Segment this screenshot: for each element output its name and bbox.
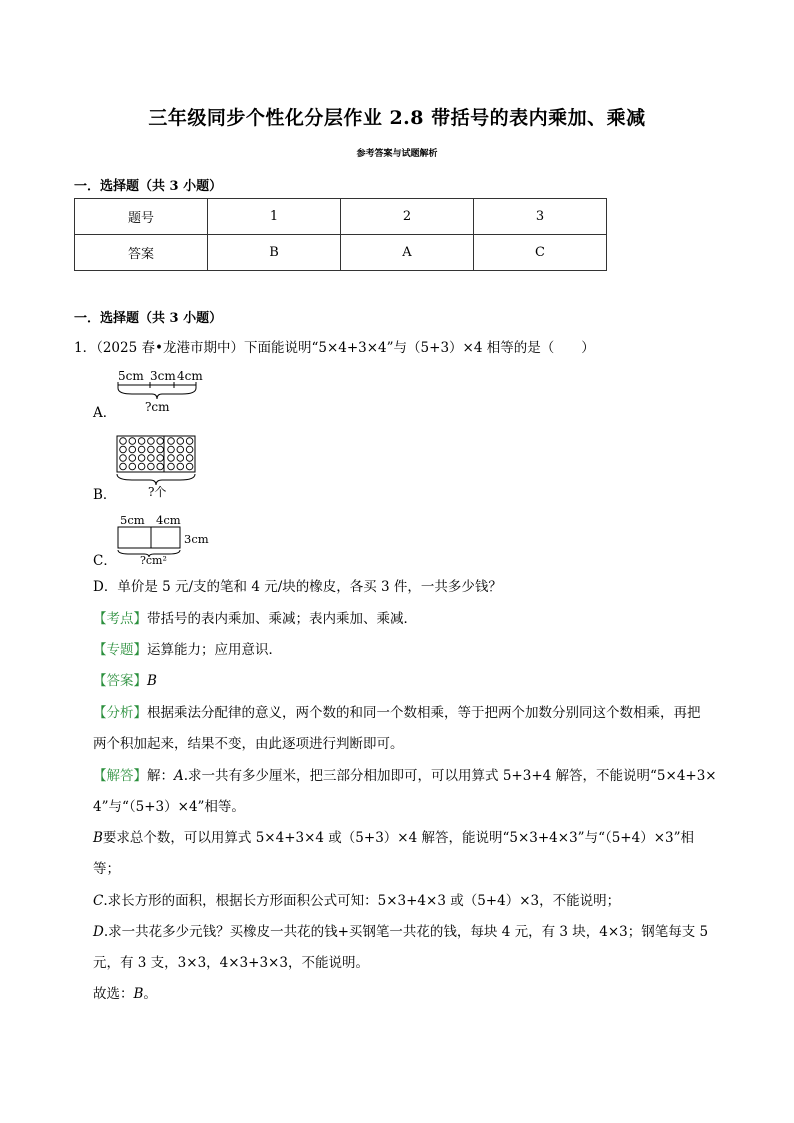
height-label: 3cm (184, 532, 209, 546)
dot (120, 438, 127, 445)
fenxi-tag: 【分析】 (93, 705, 147, 721)
table-cell: A (341, 235, 474, 271)
daan-line (93, 671, 157, 691)
option-a-figure (112, 366, 212, 416)
dot (186, 446, 193, 453)
dot (148, 446, 155, 453)
dot (186, 455, 193, 462)
zhuanti-tag: 【专题】 (93, 642, 147, 658)
jieda-a-text: .求一共有多少厘米，把三部分相加即可，可以用算式 5+3+4 解答，不能说明“5×4+3× (183, 768, 717, 784)
option-a-letter: A． (93, 405, 117, 421)
conclusion-suffix: 。 (143, 986, 157, 1002)
section-heading-1: 一．选择题（共 3 小题） (74, 179, 223, 194)
question-stem: 1．（2025 春•龙港市期中）下面能说明“5×4+3×4”与（5+3）×4 相等的是（ ） (74, 340, 595, 356)
daan-text: B (147, 673, 157, 689)
dot (138, 463, 145, 470)
segment-label: 4cm (177, 369, 203, 383)
fenxi-line (93, 703, 701, 723)
side-label: 5cm (120, 513, 145, 527)
table-cell: 题号 (75, 199, 208, 235)
zhuanti-text: 运算能力；应用意识． (147, 642, 282, 658)
dot (138, 455, 145, 462)
jieda-a-line-2: 4”与“（5+3）×4”相等。 (93, 799, 245, 815)
dot (177, 446, 184, 453)
jieda-d-letter: D (93, 924, 104, 940)
table-row (75, 199, 607, 235)
dot (120, 455, 127, 462)
jieda-b-line-2: 等； (93, 861, 120, 877)
side-label: 4cm (156, 513, 181, 527)
jieda-tag: 【解答】 (93, 768, 147, 784)
total-label: ?个 (148, 485, 167, 498)
brace (118, 388, 196, 399)
dot (129, 446, 136, 453)
fenxi-text: 根据乘法分配律的意义，两个数的和同一个数相乘，等于把两个加数分别同这个数相乘，再把 (147, 705, 701, 721)
dot (129, 438, 136, 445)
brace (117, 474, 195, 485)
daan-tag: 【答案】 (93, 673, 147, 689)
page-subtitle: 参考答案与试题解析 (356, 149, 438, 159)
dot (120, 446, 127, 453)
jieda-b-line (93, 828, 694, 848)
dot (177, 463, 184, 470)
option-b-figure (114, 434, 200, 498)
dot (177, 455, 184, 462)
dot (157, 438, 164, 445)
option-c-letter: C． (93, 553, 117, 569)
jieda-b-text: 要求总个数，可以用算式 5×4+3×4 或（5+3）×4 解答，能说明“5×3+4×3”与“（5+4）×3”相 (102, 830, 695, 846)
table-cell: 答案 (75, 235, 208, 271)
rectangle (118, 527, 180, 548)
fenxi-line-2: 两个积加起来，结果不变，由此逐项进行判断即可。 (93, 736, 404, 752)
dot (148, 455, 155, 462)
jieda-c-letter: C (93, 893, 104, 909)
dot (138, 438, 145, 445)
segment-label: 5cm (118, 369, 144, 383)
kaodian-tag: 【考点】 (93, 611, 147, 627)
option-b-letter: B． (93, 487, 117, 503)
dot (168, 455, 175, 462)
kaodian-line (93, 609, 417, 629)
zhuanti-line (93, 640, 282, 660)
dot (157, 446, 164, 453)
dot (129, 463, 136, 470)
segment-label: 3cm (150, 369, 176, 383)
kaodian-text: 带括号的表内乘加、乘减；表内乘加、乘减． (147, 611, 417, 627)
jieda-c-line (93, 891, 620, 911)
jieda-b-letter: B (93, 830, 103, 846)
dot (148, 463, 155, 470)
jieda-line (93, 766, 717, 786)
answer-table (74, 198, 607, 271)
jieda-d-text: .求一共花多少元钱？买橡皮一共花的钱+买钢笔一共花的钱，每块 4 元，有 3 块，4×3；钢笔每支 5 (103, 924, 709, 940)
option-d: D．单价是 5 元/支的笔和 4 元/块的橡皮，各买 3 件，一共多少钱？ (93, 579, 502, 595)
dot (157, 455, 164, 462)
jieda-d-line-2: 元，有 3 支，3×3，4×3+3×3，不能说明。 (93, 955, 369, 971)
jieda-prefix: 解： (147, 768, 174, 784)
option-c-figure (114, 512, 224, 568)
dot-grid (120, 438, 193, 470)
table-cell: B (208, 235, 341, 271)
dot (177, 438, 184, 445)
dot (168, 446, 175, 453)
table-row (75, 235, 607, 271)
conclusion-line (93, 984, 157, 1004)
conclusion-letter: B (133, 986, 144, 1002)
jieda-d-line (93, 922, 708, 942)
page-title: 三年级同步个性化分层作业 2.8 带括号的表内乘加、乘减 (148, 107, 646, 129)
table-cell: 3 (474, 199, 607, 235)
jieda-a-letter: A (174, 768, 184, 784)
table-cell: C (474, 235, 607, 271)
conclusion-prefix: 故选： (93, 986, 134, 1002)
area-label: ?cm² (140, 554, 167, 567)
jieda-c-text: .求长方形的面积，根据长方形面积公式可知：5×3+4×3 或（5+4）×3，不能说明； (103, 893, 621, 909)
dot (120, 463, 127, 470)
section-heading-2: 一．选择题（共 3 小题） (74, 311, 223, 326)
dot (157, 463, 164, 470)
dot (168, 438, 175, 445)
table-cell: 1 (208, 199, 341, 235)
dot (186, 438, 193, 445)
dot (129, 455, 136, 462)
dot (186, 463, 193, 470)
dot (168, 463, 175, 470)
table-cell: 2 (341, 199, 474, 235)
dot (148, 438, 155, 445)
total-label: ?cm (145, 400, 170, 414)
dot (138, 446, 145, 453)
